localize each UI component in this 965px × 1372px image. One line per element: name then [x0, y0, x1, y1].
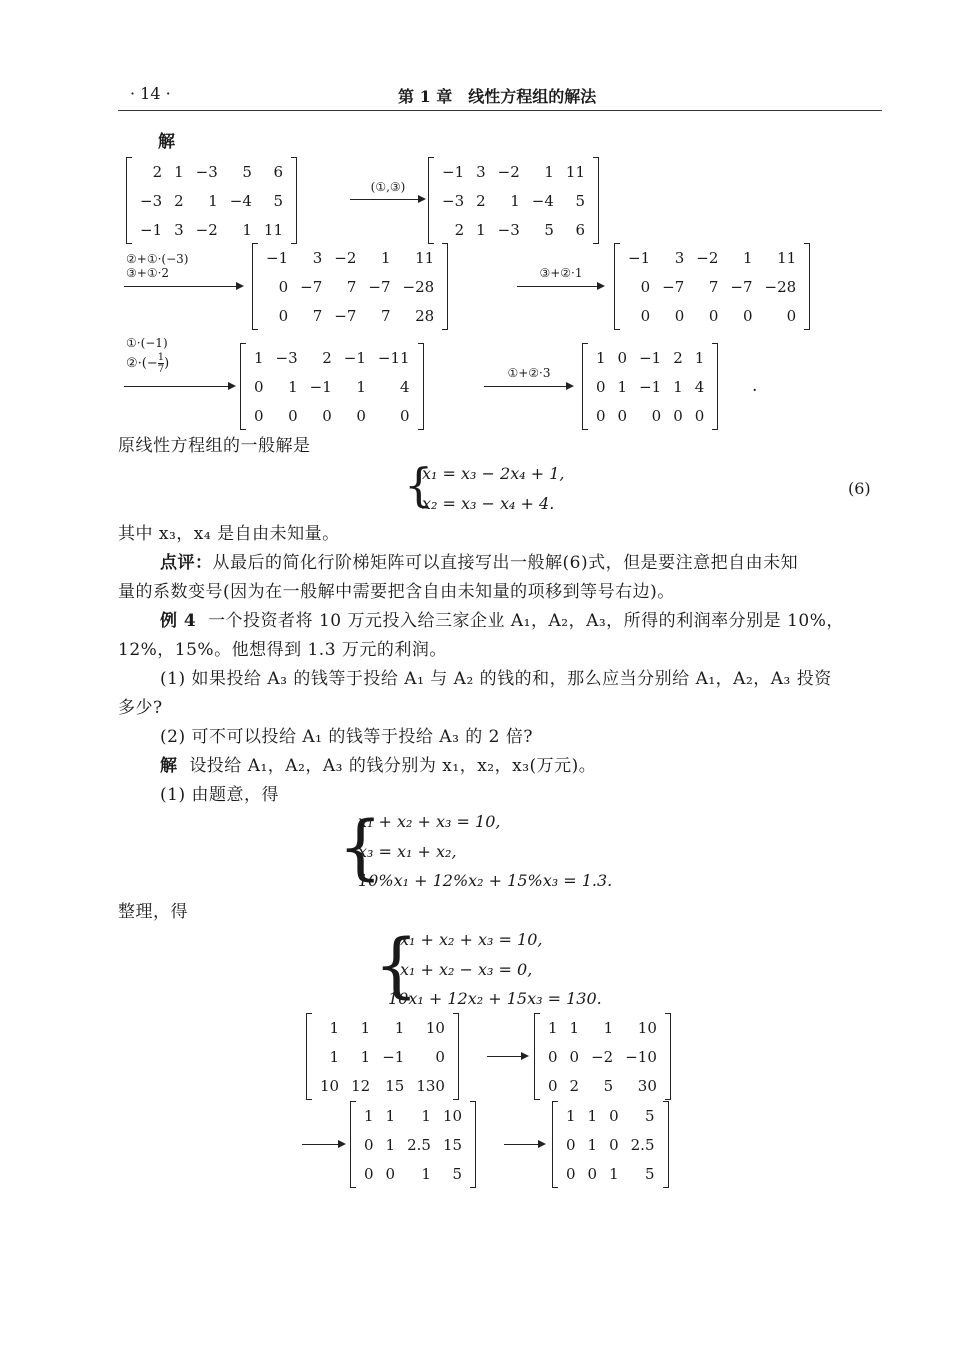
arrow-6	[487, 1056, 527, 1057]
op-row3-label: ③+②·1	[539, 266, 583, 280]
matrix-cell: 0	[385, 1164, 396, 1183]
matrix-cell: 3	[674, 248, 685, 267]
matrix-cell: 2	[174, 191, 184, 210]
matrix-row	[260, 301, 440, 330]
bracket-right	[712, 343, 718, 430]
matrix-cell: 0	[254, 377, 264, 396]
sys1-eq3: 10%x₁ + 12%x₂ + 15%x₃ = 1.3.	[358, 871, 613, 890]
bracket-left	[552, 1101, 558, 1188]
matrix-m8	[534, 1013, 671, 1100]
matrix-cell: 5	[603, 1076, 614, 1095]
matrix-m10	[552, 1101, 669, 1188]
bracket-right	[593, 157, 599, 244]
bracket-left	[428, 157, 434, 244]
matrix-m7	[306, 1013, 459, 1100]
arrow-8	[504, 1144, 544, 1145]
matrix-cell: −1	[382, 1047, 405, 1066]
matrix-cell: 1	[544, 162, 554, 181]
matrix-row	[314, 1042, 451, 1071]
matrix-cell: −1	[343, 348, 366, 367]
matrix-cell: 0	[400, 406, 410, 425]
matrix-row	[560, 1101, 661, 1130]
matrix-cell: 11	[415, 248, 435, 267]
matrix-cell: 0	[742, 306, 753, 325]
matrix-cell: 5	[644, 1164, 655, 1183]
matrix-cell: 2	[152, 162, 163, 181]
matrix-cell: 0	[356, 406, 366, 425]
matrix-cell: −7	[334, 306, 357, 325]
matrix-cell: 0	[673, 406, 683, 425]
matrix-cell: 1	[596, 348, 606, 367]
matrix-cell: 1	[694, 348, 705, 367]
matrix-cell: 0	[596, 406, 606, 425]
q1-line2: 多少?	[118, 698, 163, 718]
matrix-cell: 1	[174, 162, 184, 181]
bracket-left	[350, 1101, 356, 1188]
matrix-cell: 1	[603, 1018, 614, 1037]
matrix-cell: 0	[278, 306, 289, 325]
matrix-cell: −28	[764, 277, 797, 296]
matrix-cell: 1	[385, 1135, 396, 1154]
bracket-right	[442, 243, 448, 330]
bracket-left	[306, 1013, 312, 1100]
ex4-text: 一个投资者将 10 万元投入给三家企业 A₁，A₂，A₃，所得的利润率分别是 10%，	[208, 611, 844, 631]
matrix-cell: 10	[637, 1018, 657, 1037]
matrix-cell: 1	[380, 248, 391, 267]
matrix-cell: −11	[377, 348, 410, 367]
ex4-line1	[160, 607, 844, 636]
matrix-cell: 130	[416, 1076, 445, 1095]
matrix-row	[134, 157, 289, 186]
matrix-row	[248, 372, 416, 401]
matrix-cell: 1	[329, 1047, 340, 1066]
matrix-m3	[252, 243, 448, 330]
matrix-cell: 0	[569, 1047, 580, 1066]
matrix-row	[560, 1130, 661, 1159]
matrix-cell: 5	[644, 1106, 655, 1125]
matrix-cell: 1	[587, 1106, 598, 1125]
bracket-right	[663, 1101, 669, 1188]
part1: (1) 由题意，得	[160, 785, 279, 805]
matrix-cell: −2	[334, 248, 357, 267]
matrix-row	[622, 272, 802, 301]
matrix-cell: 10	[425, 1018, 445, 1037]
matrix-cell: 15	[385, 1076, 405, 1095]
brace-sys1: {	[338, 806, 383, 888]
matrix-cell: 5	[273, 191, 284, 210]
matrix-cell: −1	[309, 377, 332, 396]
brace-gs: {	[404, 458, 434, 512]
op-scale-prefix: ②·(−	[126, 356, 158, 371]
matrix-cell: 4	[400, 377, 410, 396]
matrix-cell: 11	[565, 162, 586, 181]
matrix-cell: 1	[742, 248, 753, 267]
matrix-cell: 1	[356, 377, 366, 396]
matrix-cell: 0	[278, 277, 289, 296]
matrix-cell: 1	[566, 1106, 576, 1125]
matrix-cell: 0	[651, 406, 662, 425]
matrix-cell: 11	[263, 220, 284, 239]
matrix-cell: 5	[544, 220, 554, 239]
matrix-cell: 0	[548, 1047, 558, 1066]
sys2-eq1: x₁ + x₂ + x₃ = 10,	[400, 930, 543, 949]
matrix-cell: 1	[510, 191, 520, 210]
matrix-cell: 0	[435, 1047, 445, 1066]
matrix-cell: 0	[254, 406, 264, 425]
op-row2-label-b: ③+①·2	[126, 266, 170, 280]
q2: (2) 可不可以投给 A₁ 的钱等于投给 A₃ 的 2 倍?	[160, 727, 534, 747]
matrix-cell: 0	[617, 348, 628, 367]
arrow-1	[350, 199, 424, 200]
matrix-cell: 7	[346, 277, 357, 296]
bracket-right	[470, 1101, 476, 1188]
matrix-cell: 7	[380, 306, 391, 325]
matrix-cell: 1	[364, 1106, 374, 1125]
gs-eq1: x₁ = x₃ − 2x₄ + 1,	[422, 464, 565, 483]
general-solution-intro: 原线性方程组的一般解是	[118, 436, 311, 456]
matrix-cell: 1	[394, 1018, 405, 1037]
matrix-row	[542, 1042, 663, 1071]
matrix-cell: 0	[609, 1106, 619, 1125]
q1-line1: (1) 如果投给 A₃ 的钱等于投给 A₁ 与 A₂ 的钱的和，那么应当分别给 A₁，A₂，A₃ 投资	[160, 669, 832, 689]
matrix-cell: 30	[637, 1076, 657, 1095]
matrix-cell: 28	[415, 306, 435, 325]
matrix-cell: 2	[569, 1076, 580, 1095]
matrix-cell: 1	[421, 1106, 431, 1125]
matrix-cell: 1	[385, 1106, 396, 1125]
matrix-cell: 7	[312, 306, 323, 325]
gs-eq2: x₂ = x₃ − x₄ + 4.	[422, 494, 555, 513]
matrix-row	[560, 1159, 661, 1188]
matrix-cell: 1	[208, 191, 218, 210]
matrix-cell: −1	[628, 248, 651, 267]
comment-line1	[160, 549, 798, 578]
matrix-cell: 10	[320, 1076, 340, 1095]
matrix-cell: −1	[639, 377, 662, 396]
solution-label: 解	[158, 132, 176, 152]
matrix-cell: 1	[569, 1018, 580, 1037]
matrix-row	[590, 343, 710, 372]
matrix-cell: 0	[694, 406, 705, 425]
matrix-row	[260, 243, 440, 272]
matrix-cell: 0	[786, 306, 797, 325]
sol-text: 设投给 A₁，A₂，A₃ 的钱分别为 x₁，x₂，x₃(万元)。	[189, 756, 597, 776]
op-row5-label: ①+②·3	[507, 366, 551, 380]
matrix-cell: 0	[364, 1164, 374, 1183]
op-scale-suffix: )	[164, 356, 170, 371]
free-vars: 其中 x₃，x₄ 是自由未知量。	[118, 524, 340, 544]
bracket-left	[252, 243, 258, 330]
matrix-row	[314, 1013, 451, 1042]
matrix-row	[590, 372, 710, 401]
fraction-den: 7	[157, 364, 165, 375]
matrix-row	[590, 401, 710, 430]
matrix-row	[358, 1159, 468, 1188]
op-scale-label-b	[126, 352, 169, 375]
matrix-cell: −2	[497, 162, 520, 181]
matrix-cell: 1	[242, 220, 252, 239]
matrix-m2	[428, 157, 599, 244]
matrix-cell: 4	[694, 377, 705, 396]
matrix-cell: 12	[351, 1076, 371, 1095]
matrix-cell: −1	[140, 220, 163, 239]
header-rule	[118, 110, 882, 111]
matrix-row	[436, 215, 591, 244]
matrix-cell: 1	[548, 1018, 558, 1037]
matrix-cell: −3	[195, 162, 218, 181]
matrix-cell: 3	[174, 220, 184, 239]
comment-text-1: 从最后的简化行阶梯矩阵可以直接写出一般解(6)式，但是要注意把自由未知	[212, 553, 799, 573]
sys1-eq1: x₁ + x₂ + x₃ = 10,	[358, 812, 501, 831]
matrix-cell: 0	[566, 1135, 576, 1154]
matrix-cell: 15	[442, 1135, 463, 1154]
bracket-left	[582, 343, 588, 430]
matrix-cell: −7	[662, 277, 685, 296]
end-period: .	[752, 376, 758, 396]
matrix-cell: 1	[476, 220, 486, 239]
matrix-cell: −3	[275, 348, 298, 367]
matrix-row	[134, 215, 289, 244]
matrix-row	[260, 272, 440, 301]
matrix-cell: 0	[288, 406, 298, 425]
matrix-cell: 1	[587, 1135, 598, 1154]
matrix-row	[622, 243, 802, 272]
matrix-cell: 1	[288, 377, 298, 396]
matrix-row	[436, 186, 591, 215]
ex4-line2: 12%，15%。他想得到 1.3 万元的利润。	[118, 640, 447, 660]
matrix-row	[436, 157, 591, 186]
matrix-cell: 6	[273, 162, 284, 181]
op-row2-label-a: ②+①·(−3)	[126, 252, 189, 266]
bracket-right	[665, 1013, 671, 1100]
matrix-cell: 0	[640, 277, 651, 296]
matrix-cell: 6	[575, 220, 586, 239]
matrix-cell: 1	[329, 1018, 340, 1037]
matrix-cell: 0	[587, 1164, 598, 1183]
matrix-row	[314, 1071, 451, 1100]
matrix-cell: 10	[442, 1106, 463, 1125]
matrix-cell: 0	[617, 406, 628, 425]
matrix-cell: −1	[266, 248, 289, 267]
comment-label: 点评：	[160, 553, 213, 573]
op-swap-label: (①,③)	[370, 180, 406, 194]
matrix-cell: 11	[777, 248, 797, 267]
bracket-left	[126, 157, 132, 244]
matrix-cell: 1	[421, 1164, 431, 1183]
chapter-title: 第 1 章 线性方程组的解法	[398, 87, 597, 106]
op-scale-label-a: ①·(−1)	[126, 336, 168, 350]
arrow-5	[484, 386, 572, 387]
matrix-cell: 0	[674, 306, 685, 325]
matrix-cell: 1	[617, 377, 628, 396]
matrix-cell: −2	[591, 1047, 614, 1066]
matrix-row	[248, 401, 416, 430]
matrix-cell: −3	[442, 191, 465, 210]
arrow-4	[124, 386, 234, 387]
matrix-cell: −3	[140, 191, 163, 210]
matrix-cell: 7	[708, 277, 719, 296]
matrix-cell: −28	[402, 277, 435, 296]
matrix-m5	[240, 343, 424, 430]
matrix-cell: 0	[708, 306, 719, 325]
arrow-7	[302, 1144, 344, 1145]
matrix-cell: 1	[609, 1164, 619, 1183]
matrix-cell: −2	[696, 248, 719, 267]
comment-line2: 量的系数变号(因为在一般解中需要把含自由未知量的项移到等号右边)。	[118, 582, 675, 602]
matrix-m9	[350, 1101, 476, 1188]
matrix-cell: 1	[254, 348, 264, 367]
matrix-cell: 2	[454, 220, 465, 239]
matrix-cell: 3	[312, 248, 323, 267]
matrix-cell: 3	[476, 162, 486, 181]
matrix-cell: −10	[625, 1047, 657, 1066]
bracket-left	[614, 243, 620, 330]
matrix-row	[358, 1130, 468, 1159]
bracket-right	[291, 157, 297, 244]
sys2-eq2: x₁ + x₂ − x₃ = 0,	[400, 960, 533, 979]
matrix-cell: 0	[322, 406, 332, 425]
matrix-m6	[582, 343, 718, 430]
matrix-cell: 0	[566, 1164, 576, 1183]
solution-line	[160, 752, 596, 781]
matrix-cell: 5	[452, 1164, 463, 1183]
matrix-cell: 0	[640, 306, 651, 325]
matrix-cell: −4	[531, 191, 554, 210]
matrix-cell: 2	[673, 348, 683, 367]
matrix-cell: 2.5	[630, 1135, 655, 1154]
matrix-cell: −1	[639, 348, 662, 367]
bracket-left	[534, 1013, 540, 1100]
equation-number: (6)	[848, 479, 871, 498]
arrow-3	[517, 286, 603, 287]
matrix-cell: −1	[442, 162, 465, 181]
matrix-cell: 0	[609, 1135, 619, 1154]
matrix-cell: 1	[673, 377, 683, 396]
sys1-eq2: x₃ = x₁ + x₂,	[358, 842, 457, 861]
sol-label: 解	[160, 756, 178, 776]
matrix-cell: −4	[229, 191, 252, 210]
matrix-cell: 5	[242, 162, 252, 181]
matrix-cell: 2	[322, 348, 332, 367]
matrix-row	[134, 186, 289, 215]
matrix-cell: 5	[575, 191, 586, 210]
matrix-cell: 1	[360, 1018, 371, 1037]
matrix-row	[542, 1013, 663, 1042]
matrix-cell: 0	[548, 1076, 558, 1095]
matrix-cell: −2	[195, 220, 218, 239]
ex4-label: 例 4	[160, 611, 197, 631]
matrix-row	[358, 1101, 468, 1130]
matrix-m4	[614, 243, 810, 330]
matrix-cell: 0	[596, 377, 606, 396]
matrix-row	[622, 301, 802, 330]
matrix-cell: 0	[364, 1135, 374, 1154]
matrix-cell: −3	[497, 220, 520, 239]
matrix-cell: −7	[730, 277, 753, 296]
matrix-cell: −7	[368, 277, 391, 296]
page-number: · 14 ·	[130, 84, 171, 103]
bracket-right	[453, 1013, 459, 1100]
bracket-left	[240, 343, 246, 430]
matrix-cell: 2.5	[407, 1135, 431, 1154]
fraction-num: 1	[157, 352, 165, 363]
rearrange: 整理，得	[118, 902, 188, 922]
matrix-m1	[126, 157, 297, 244]
arrow-2	[124, 286, 242, 287]
sys2-eq3: 10x₁ + 12x₂ + 15x₃ = 130.	[388, 989, 602, 1008]
matrix-cell: −7	[300, 277, 323, 296]
brace-sys2: {	[374, 924, 419, 1006]
matrix-cell: 2	[476, 191, 486, 210]
matrix-row	[542, 1071, 663, 1100]
bracket-right	[804, 243, 810, 330]
matrix-cell: 1	[360, 1047, 371, 1066]
bracket-right	[418, 343, 424, 430]
matrix-row	[248, 343, 416, 372]
